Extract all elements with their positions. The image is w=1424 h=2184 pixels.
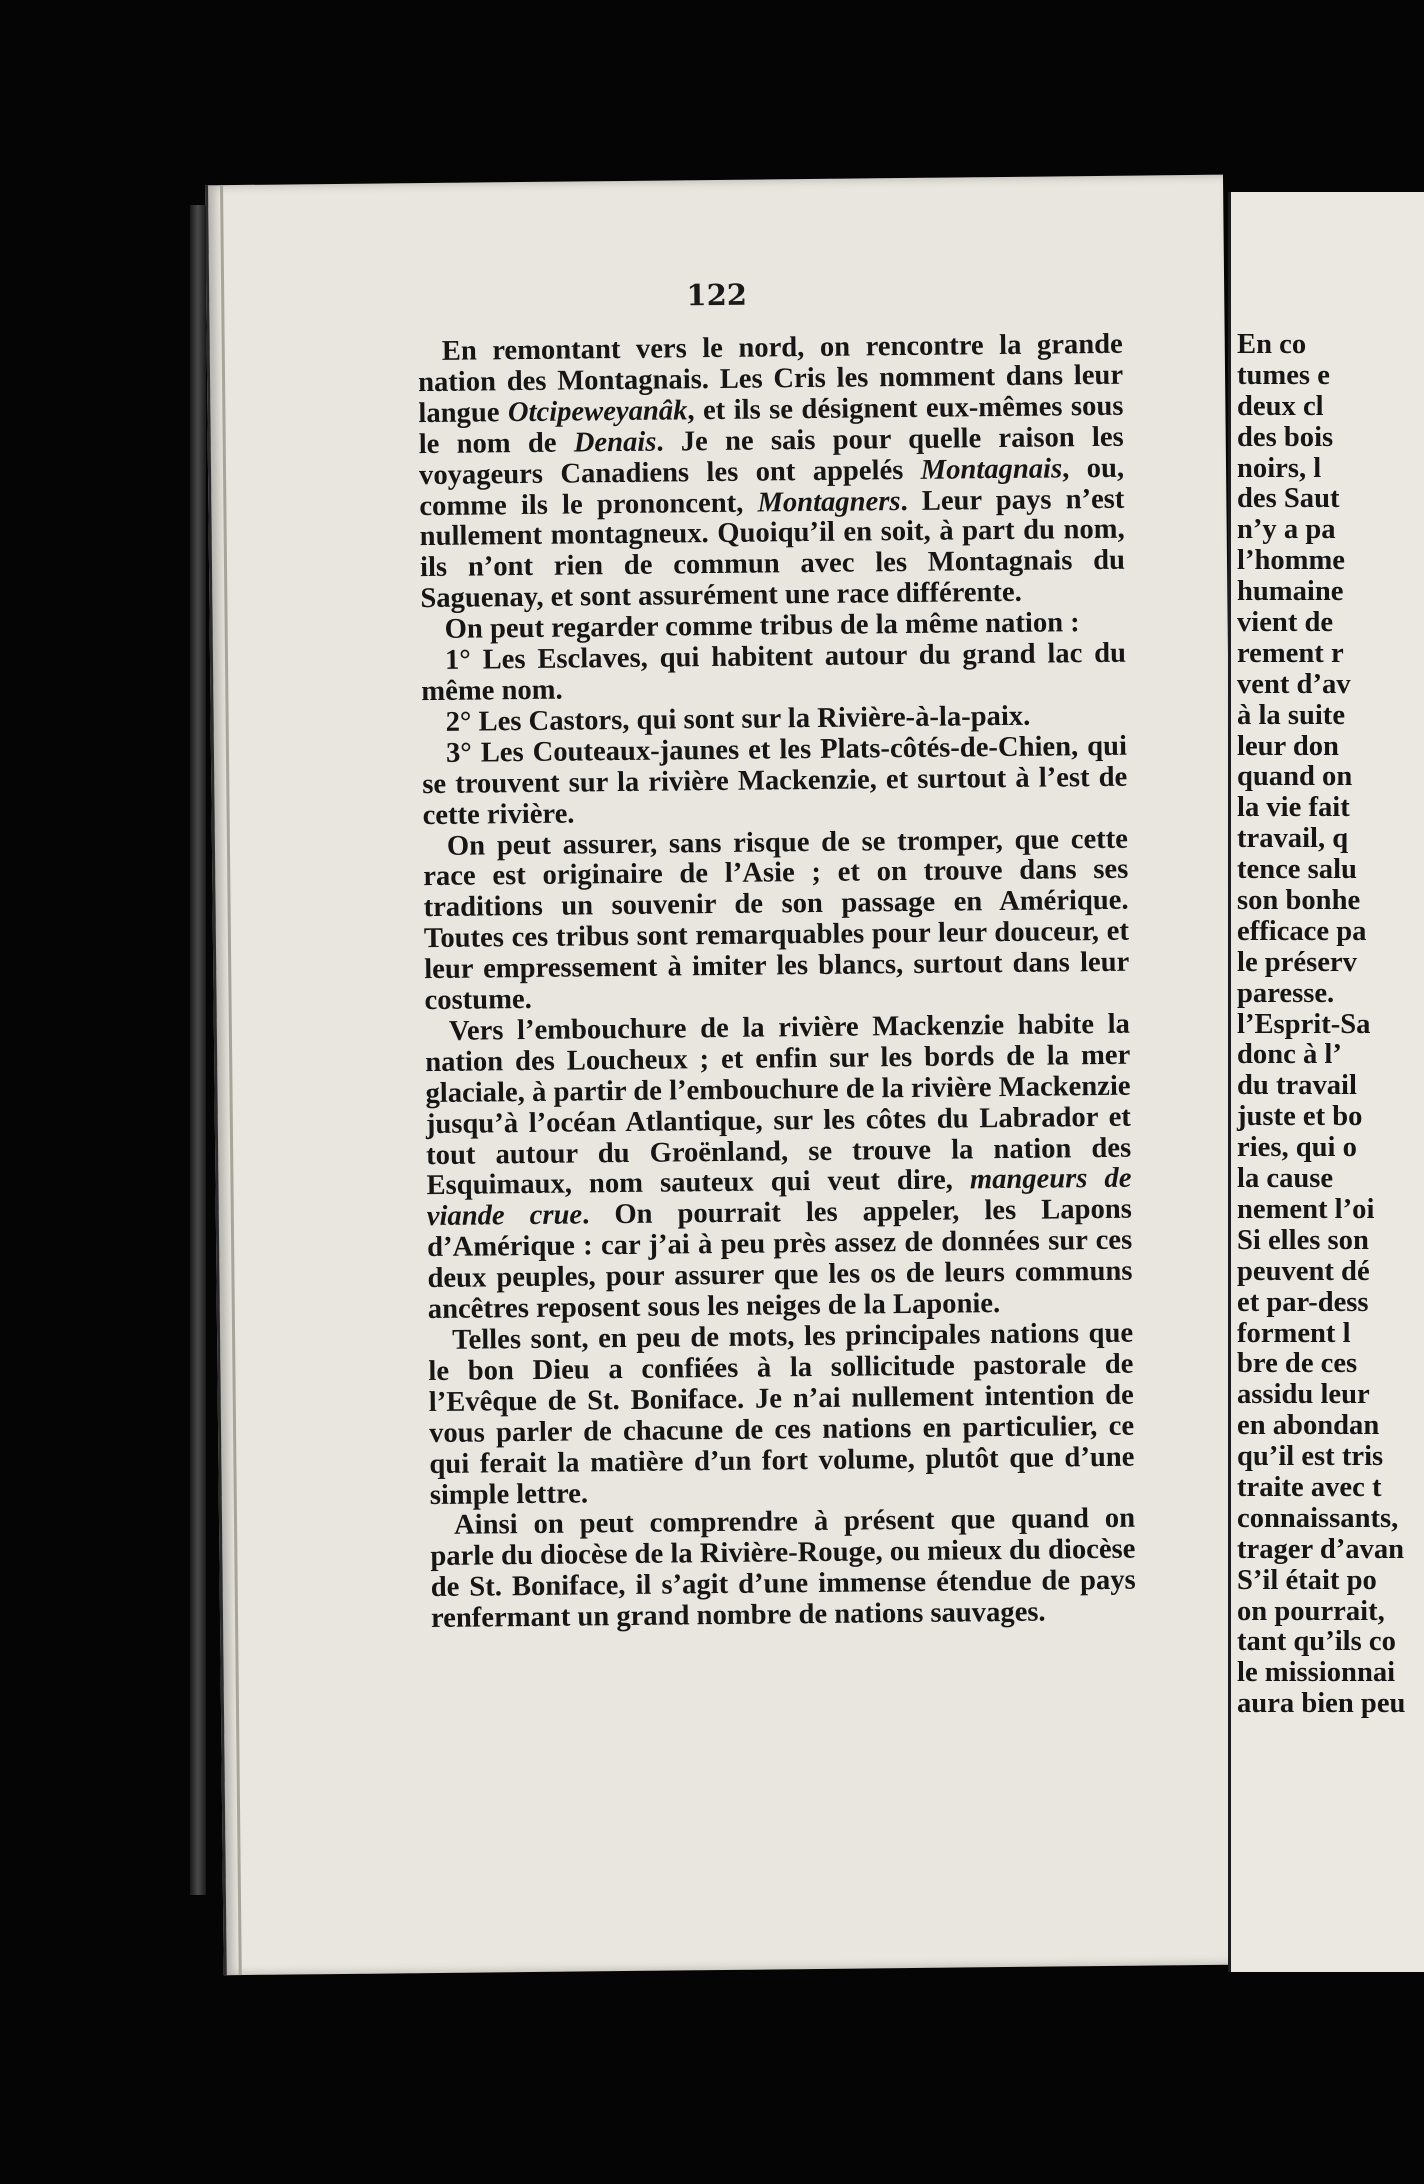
text-run: . Leur pays n’est nullement montagneux. Quoiqu’il en soit, à part du nom, ils n’ont rien de commun avec les Montagnais du Saguenay, et sont assurément une race différente. (419, 483, 1126, 615)
right-page-line: humaine (1237, 576, 1344, 608)
right-page-line: la cause (1237, 1163, 1334, 1195)
right-page-line: trager d’avan (1237, 1533, 1405, 1565)
right-page-line: traite avec t (1237, 1471, 1382, 1503)
paragraph-montagnais (418, 330, 1126, 616)
italic-term: Otcipeweyanâk (507, 395, 688, 428)
right-page-line: aura bien peu (1237, 1688, 1406, 1720)
right-page-line: peuvent dé (1237, 1255, 1370, 1287)
right-page-line: forment l (1237, 1317, 1351, 1349)
page-number: 122 (686, 277, 748, 313)
page-gutter-line (220, 185, 242, 1975)
italic-term: Montagners (757, 485, 901, 519)
italic-term: Denais (573, 426, 657, 459)
paragraph-diocese: Ainsi on peut comprendre à présent que quand on parle du diocèse de la Rivière-Rouge, ou mieux du diocèse de St. Boniface, il s’agit d’une immense étendue de pays renfermant un grand nombre de nations sauvages. (430, 1503, 1136, 1635)
paragraph-couteaux-jaunes: 3° Les Couteaux-jaunes et les Plats-côtés-de-Chien, qui se trouvent sur la rivière Mackenzie, et surtout à l’est de cette rivière. (422, 730, 1128, 831)
paragraph-tribes-intro: On peut regarder comme tribus de la même nation : (444, 607, 1080, 646)
right-page-line: S’il était po (1237, 1564, 1377, 1596)
right-page-line: bre de ces (1237, 1348, 1358, 1380)
right-page-line: qu’il est tris (1237, 1441, 1384, 1473)
book-spine-shadow (190, 205, 206, 1895)
paragraph-castors: 2° Les Castors, qui sont sur la Rivière-à-la-paix. (445, 700, 1031, 738)
left-page (205, 175, 1242, 1976)
right-page-line: en abondan (1237, 1410, 1380, 1442)
right-page-line: Si elles son (1237, 1224, 1369, 1256)
right-page-line: la vie fait (1237, 792, 1350, 824)
right-page-line: En co (1237, 329, 1307, 360)
right-page-line: noirs, l (1237, 452, 1322, 484)
right-page-line: juste et bo (1237, 1101, 1363, 1133)
right-page-line: travail, q (1237, 823, 1349, 855)
text-run: , ou, comme ils le prononcent, (419, 452, 1125, 522)
text-run: Vers l’embouchure de la rivière Mackenzie habite la nation des Loucheux ; et enfin sur les bords de la mer glaciale, à partir de l’embouchure de la rivière Mackenzie jusqu’à l’océan Atlantique, sur les côtes du Labrador et tout autour du Groënland, se trouve la nation des Esquimaux, nom sauteux qui veut dire, (425, 1008, 1132, 1202)
right-page-line: quand on (1237, 761, 1353, 793)
right-page-partial (1228, 192, 1424, 1972)
right-page-line: connaissants, (1237, 1502, 1399, 1534)
right-page-line: tant qu’ils co (1237, 1626, 1396, 1658)
right-page-line: efficace pa (1237, 915, 1367, 947)
right-page-line: tence salu (1237, 854, 1357, 886)
right-page-line: le préserv (1237, 946, 1357, 978)
right-page-text (1237, 330, 1424, 1720)
right-page-line: des Saut (1237, 483, 1340, 515)
right-page-line: et par-dess (1237, 1286, 1369, 1318)
right-page-line: vient de (1237, 607, 1334, 639)
right-page-line: des bois (1237, 421, 1334, 453)
right-page-line: à la suite (1237, 699, 1346, 731)
right-page-line: leur don (1237, 730, 1339, 762)
text-run: . Je ne sais pour quelle raison les voyageurs Canadiens les ont appelés (418, 421, 1124, 491)
right-page-line: l’homme (1237, 545, 1345, 577)
right-page-line: tumes e (1237, 359, 1330, 391)
right-page-line: paresse. (1237, 977, 1335, 1009)
left-page-text (418, 330, 1137, 1635)
italic-term: Montagnais (920, 452, 1063, 486)
paragraph-esclaves: 1° Les Esclaves, qui habitent autour du grand lac du même nom. (421, 637, 1127, 708)
right-page-line: n’y a pa (1237, 514, 1336, 546)
right-page-line: vent d’av (1237, 668, 1351, 700)
right-page-line: assidu leur (1237, 1379, 1370, 1411)
right-page-line: son bonhe (1237, 885, 1361, 917)
text-run: . On pourrait les appeler, les Lapons d’Amérique : car j’ai à peu près assez de données sur ces deux peuples, pour assurer que les os de leurs communs ancêtres reposent sous les neiges de la Laponie. (427, 1194, 1133, 1326)
right-page-line: ries, qui o (1237, 1132, 1357, 1164)
right-page-line: rement r (1237, 637, 1344, 669)
paragraph-loucheux-esquimaux (425, 1010, 1133, 1326)
italic-term: mangeurs de viande crue (426, 1163, 1132, 1233)
right-page-line: l’Esprit-Sa (1237, 1008, 1371, 1040)
text-run: , et ils se désignent eux-mêmes sous le nom de (418, 390, 1124, 460)
right-page-line: nement l’oi (1237, 1193, 1375, 1225)
right-page-line: du travail (1237, 1070, 1357, 1102)
text-run: En remontant vers le nord, on rencontre la grande nation des Montagnais. Les Cris les nomment dans leur langue (417, 328, 1124, 429)
right-page-line: donc à l’ (1237, 1039, 1342, 1071)
right-page-line: le missionnai (1237, 1657, 1396, 1689)
paragraph-origin-asia: On peut assurer, sans risque de se tromper, que cette race est originaire de l’Asie ; et on trouve dans ses traditions un souvenir de son passage en Amérique. Toutes ces tribus sont remarquables pour leur douceur, et leur empressement à imiter les blancs, surtout dans leur costume. (423, 823, 1130, 1017)
right-page-line: deux cl (1237, 390, 1324, 422)
paragraph-principal-nations: Telles sont, en peu de mots, les principales nations que le bon Dieu a confiées à la sollicitude pastorale de l’Evêque de St. Boniface. Je n’ai nullement intention de vous parler de chacune de ces nations en particulier, ce qui ferait la matière d’un fort volume, plutôt que d’une simple lettre. (428, 1317, 1135, 1511)
right-page-line: on pourrait, (1237, 1595, 1385, 1627)
